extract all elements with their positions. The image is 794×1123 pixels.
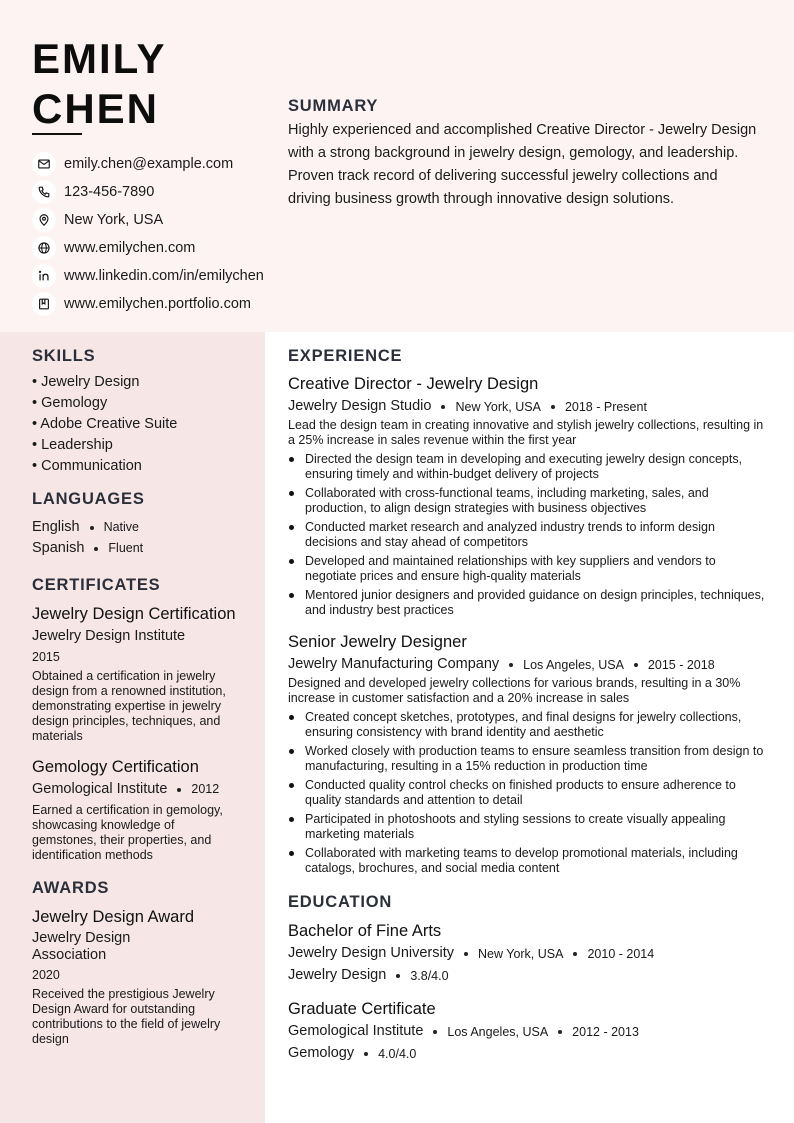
bullet-item	[288, 778, 770, 808]
portfolio-icon	[32, 292, 56, 316]
experience-section	[288, 347, 770, 876]
school-name: Jewelry Design University	[288, 945, 454, 961]
separator-dot	[90, 526, 94, 530]
bullet-text: Developed and maintained relationships with key suppliers and vendors to negotiate prices and ensure high-quality materials	[305, 554, 716, 583]
bullet-text: Worked closely with production teams to ensure seamless transition from design to manufacturing, resulting in a 15% reduction in production time	[305, 744, 764, 773]
certificate-title: Jewelry Design Certification	[32, 605, 236, 623]
separator-dot	[396, 974, 400, 978]
award-item	[32, 907, 242, 1047]
education-item	[288, 921, 770, 985]
separator-dot	[509, 663, 513, 667]
certificates-heading: CERTIFICATES	[32, 576, 161, 594]
name-divider	[32, 133, 82, 135]
separator-dot	[433, 1030, 437, 1034]
experience-heading: EXPERIENCE	[288, 347, 403, 365]
field-of-study: Gemology	[288, 1045, 355, 1061]
separator-dot	[464, 952, 468, 956]
contact-list	[32, 150, 264, 318]
certificate-title: Gemology Certification	[32, 758, 199, 776]
bullet-item	[288, 486, 770, 516]
job-bullets	[288, 452, 770, 618]
separator-dot	[364, 1052, 368, 1056]
bullet-text: Participated in photoshoots and styling sessions to create visually appealing marketing materials	[305, 812, 726, 841]
certificates-section	[32, 576, 242, 863]
job-bullets	[288, 710, 770, 876]
school-location: New York, USA	[478, 946, 564, 961]
candidate-name	[32, 34, 166, 134]
bullet-icon	[288, 744, 305, 774]
job-company: Jewelry Manufacturing Company	[288, 656, 500, 672]
globe-icon	[32, 236, 56, 260]
language-item	[32, 517, 242, 538]
education-meta	[288, 1022, 770, 1041]
linkedin-icon	[32, 264, 56, 288]
summary-text: Highly experienced and accomplished Creative Director - Jewelry Design with a strong background in jewelry design, gemology, and leadership. Proven track record of delivering successful jewelry collections and driving business growth through innovative design solutions.	[288, 122, 757, 207]
field-of-study: Jewelry Design	[288, 967, 387, 983]
languages-section	[32, 490, 242, 559]
skill-item: • Gemology	[32, 395, 108, 411]
bullet-item	[288, 812, 770, 842]
job-summary: Designed and developed jewelry collections for various brands, resulting in a 30% increase in customer satisfaction and a 20% increase in sales	[288, 676, 741, 705]
bullet-text: Mentored junior designers and provided guidance on design principles, techniques, and industry best practices	[305, 588, 765, 617]
bullet-icon	[288, 588, 305, 618]
contact-phone[interactable]	[32, 178, 264, 206]
bullet-icon	[288, 486, 305, 516]
education-field-row	[288, 1044, 770, 1063]
education-meta	[288, 944, 770, 963]
contact-linkedin-text: www.linkedin.com/in/emilychen	[64, 268, 264, 284]
languages-heading: LANGUAGES	[32, 490, 145, 508]
bullet-text: Directed the design team in developing and executing jewelry design concepts, ensuring timely and within-budget delivery of projects	[305, 452, 743, 481]
name-line-first: EMILY	[32, 35, 167, 82]
bullet-item	[288, 744, 770, 774]
language-level: Fluent	[108, 541, 144, 555]
skill-item: • Leadership	[32, 437, 113, 453]
separator-dot	[94, 547, 98, 551]
job-dates: 2015 - 2018	[647, 657, 715, 672]
certificate-issuer: Jewelry Design Institute	[32, 628, 186, 644]
education-field-row	[288, 966, 770, 985]
phone-icon	[32, 180, 56, 204]
school-name: Gemological Institute	[288, 1023, 424, 1039]
bullet-icon	[288, 778, 305, 808]
bullet-icon	[288, 452, 305, 482]
certificate-description: Earned a certification in gemology, showcasing knowledge of gemstones, their properties, and identification methods	[32, 803, 223, 862]
job-dates: 2018 - Present	[564, 399, 647, 414]
bullet-item	[288, 710, 770, 740]
awards-section	[32, 879, 242, 1047]
name-line-last: CHEN	[32, 85, 160, 132]
contact-phone-text: 123-456-7890	[64, 184, 155, 200]
job-item	[288, 632, 770, 876]
summary-section	[288, 97, 758, 211]
bullet-item	[288, 452, 770, 482]
certificate-item	[32, 604, 242, 744]
job-meta	[288, 397, 770, 416]
job-company: Jewelry Design Studio	[288, 398, 432, 414]
contact-email[interactable]	[32, 150, 264, 178]
skills-section	[32, 347, 242, 477]
certificate-year: 2015	[32, 650, 60, 664]
contact-website-text: www.emilychen.com	[64, 240, 196, 256]
bullet-text: Conducted quality control checks on finished products to ensure adherence to quality standards and attention to detail	[305, 778, 736, 807]
job-summary: Lead the design team in creating innovative and stylish jewelry collections, resulting in a 25% increase in sales revenue within the first year	[288, 418, 764, 447]
language-level: Native	[103, 520, 139, 534]
award-issuer: Jewelry Design Association	[32, 930, 131, 963]
certificate-issuer-row	[32, 780, 242, 799]
degree-title: Graduate Certificate	[288, 1000, 436, 1018]
certificate-item	[32, 757, 242, 863]
skill-item: • Communication	[32, 458, 142, 474]
gpa: 4.0/4.0	[378, 1046, 417, 1061]
bullet-text: Conducted market research and analyzed industry trends to inform design decisions and stay ahead of competitors	[305, 520, 715, 549]
contact-portfolio-text: www.emilychen.portfolio.com	[64, 296, 251, 312]
education-section	[288, 893, 770, 1063]
sidebar	[32, 347, 242, 1047]
education-item	[288, 999, 770, 1063]
location-pin-icon	[32, 208, 56, 232]
bullet-icon	[288, 812, 305, 842]
separator-dot	[573, 952, 577, 956]
bullet-item	[288, 846, 770, 876]
summary-heading: SUMMARY	[288, 97, 379, 115]
main-content	[288, 347, 770, 1063]
mail-icon	[32, 152, 56, 176]
bullet-icon	[288, 710, 305, 740]
bullet-item	[288, 520, 770, 550]
separator-dot	[177, 788, 181, 792]
bullet-item	[288, 588, 770, 618]
education-heading: EDUCATION	[288, 893, 393, 911]
contact-website[interactable]	[32, 234, 264, 262]
separator-dot	[558, 1030, 562, 1034]
bullet-icon	[288, 520, 305, 550]
job-location: New York, USA	[455, 399, 541, 414]
gpa: 3.8/4.0	[410, 968, 449, 983]
school-location: Los Angeles, USA	[447, 1024, 549, 1039]
skill-item: • Jewelry Design	[32, 374, 140, 390]
job-location: Los Angeles, USA	[523, 657, 624, 672]
bullet-item	[288, 554, 770, 584]
job-item	[288, 374, 770, 618]
education-dates: 2010 - 2014	[587, 946, 655, 961]
award-description: Received the prestigious Jewelry Design Award for outstanding contributions to the field of jewelry design	[32, 987, 221, 1046]
award-title: Jewelry Design Award	[32, 908, 195, 926]
language-name: English	[32, 519, 80, 535]
contact-portfolio[interactable]	[32, 290, 264, 318]
certificate-description: Obtained a certification in jewelry design from a renowned institution, demonstrating expertise in jewelry design principles, techniques, and materials	[32, 669, 226, 743]
bullet-icon	[288, 554, 305, 584]
language-name: Spanish	[32, 540, 85, 556]
contact-location	[32, 206, 264, 234]
separator-dot	[441, 405, 445, 409]
bullet-text: Collaborated with marketing teams to develop promotional materials, including catalogs, brochures, and social media content	[305, 846, 738, 875]
bullet-text: Created concept sketches, prototypes, and final designs for jewelry collections, ensuring consistency with brand identity and aesthetic	[305, 710, 742, 739]
job-meta	[288, 655, 770, 674]
awards-heading: AWARDS	[32, 879, 110, 897]
language-item	[32, 538, 242, 559]
bullet-text: Collaborated with cross-functional teams, including marketing, sales, and production, to align design strategies with business objectives	[305, 486, 709, 515]
award-year: 2020	[32, 968, 60, 982]
skills-heading: SKILLS	[32, 347, 96, 365]
certificate-issuer: Gemological Institute	[32, 781, 168, 797]
job-title: Creative Director - Jewelry Design	[288, 375, 539, 393]
skill-item: • Adobe Creative Suite	[32, 416, 178, 432]
bullet-icon	[288, 846, 305, 876]
job-title: Senior Jewelry Designer	[288, 633, 467, 651]
contact-location-text: New York, USA	[64, 212, 164, 228]
degree-title: Bachelor of Fine Arts	[288, 922, 442, 940]
separator-dot	[551, 405, 555, 409]
contact-email-text: emily.chen@example.com	[64, 156, 234, 172]
contact-linkedin[interactable]	[32, 262, 264, 290]
education-dates: 2012 - 2013	[572, 1024, 639, 1039]
separator-dot	[634, 663, 638, 667]
certificate-year: 2012	[191, 782, 220, 796]
